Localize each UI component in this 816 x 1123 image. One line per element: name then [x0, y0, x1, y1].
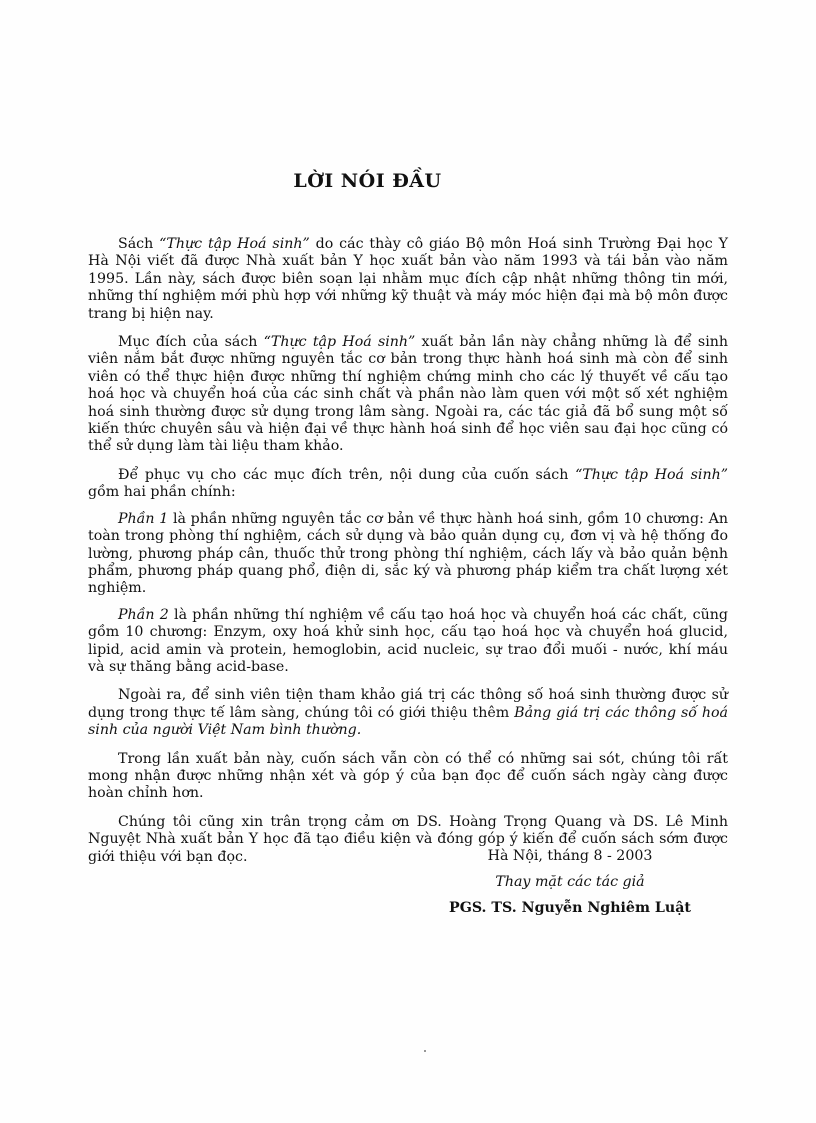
author-name: PGS. TS. Nguyễn Nghiêm Luật	[449, 900, 691, 916]
paragraph-8: Chúng tôi cũng xin trân trọng cảm ơn DS. Hoàng Trọng Quang và DS. Lê Minh Nguyệt Nhà xuất bản Y học đã tạo điều kiện và đóng góp ý kiến để cuốn sách sớm được giới thiệu với bạn đọc.	[88, 813, 728, 865]
page-title: LỜI NÓI ĐẦU	[293, 170, 442, 192]
place-date: Hà Nội, tháng 8 - 2003	[487, 848, 653, 864]
signature-block	[400, 843, 740, 921]
preface-body	[88, 236, 728, 877]
paragraph-1: Sách “Thực tập Hoá sinh” do các thày cô giáo Bộ môn Hoá sinh Trường Đại học Y Hà Nội viết đã được Nhà xuất bản Y học xuất bản vào năm 1993 và tái bản vào năm 1995. Lần này, sách được biên soạn lại nhằm mục đích cập nhật những thông tin mới, những thí nghiệm mới phù hợp với những kỹ thuật và máy móc hiện đại mà bộ môn được trang bị hiện nay.	[88, 236, 728, 322]
author-role: Thay mặt các tác giả	[495, 874, 645, 890]
paragraph-6: Ngoài ra, để sinh viên tiện tham khảo giá trị các thông số hoá sinh thường được sử dụng trong thực tế lâm sàng, chúng tôi có giới thiệu thêm Bảng giá trị các thông số hoá sinh của người Việt Nam bình thường.	[88, 687, 729, 739]
paragraph-3: Để phục vụ cho các mục đích trên, nội dung của cuốn sách “Thực tập Hoá sinh” gồm hai phần chính:	[88, 466, 728, 501]
paragraph-4: Phần 1 là phần những nguyên tắc cơ bản về thực hành hoá sinh, gồm 10 chương: An toàn trong phòng thí nghiệm, cách sử dụng và bảo quản dụng cụ, đơn vị và hệ thống đo lường, phương pháp cân, thuốc thử trong phòng thí nghiệm, cách lấy và bảo quản bệnh phẩm, phương pháp quang phổ, điện di, sắc ký và phương pháp kiểm tra chất lượng xét nghiệm.	[88, 510, 728, 597]
paragraph-2: Mục đích của sách “Thực tập Hoá sinh” xuất bản lần này chẳng những là để sinh viên nắm bắt được những nguyên tắc cơ bản trong thực hành hoá sinh mà còn để sinh viên có thể thực hiện được những thí nghiệm chứng minh cho các lý thuyết về cấu tạo hoá học và chuyển hoá của các sinh chất và phần nào làm quen với một số xét nghiệm hoá sinh thường được sử dụng trong lâm sàng. Ngoài ra, các tác giả đã bổ sung một số kiến thức chuyên sâu và hiện đại về thực hành hoá sinh để học viên sau đại học cũng có thể sử dụng làm tài liệu tham khảo.	[88, 334, 729, 455]
paragraph-5: Phần 2 là phần những thí nghiệm về cấu tạo hoá học và chuyển hoá các chất, cũng gồm 10 chương: Enzym, oxy hoá khử sinh học, cấu tạo hoá học và chuyển hoá glucid, lipid, acid amin và protein, hemoglobin, acid nucleic, sự trao đổi muối - nước, khí máu và sự thăng bằng acid-base.	[88, 606, 728, 675]
paragraph-7: Trong lần xuất bản này, cuốn sách vẫn còn có thể có những sai sót, chúng tôi rất mong nhận được những nhận xét và góp ý của bạn đọc để cuốn sách ngày càng được hoàn chỉnh hơn.	[88, 750, 728, 802]
scan-speck	[424, 1050, 426, 1052]
